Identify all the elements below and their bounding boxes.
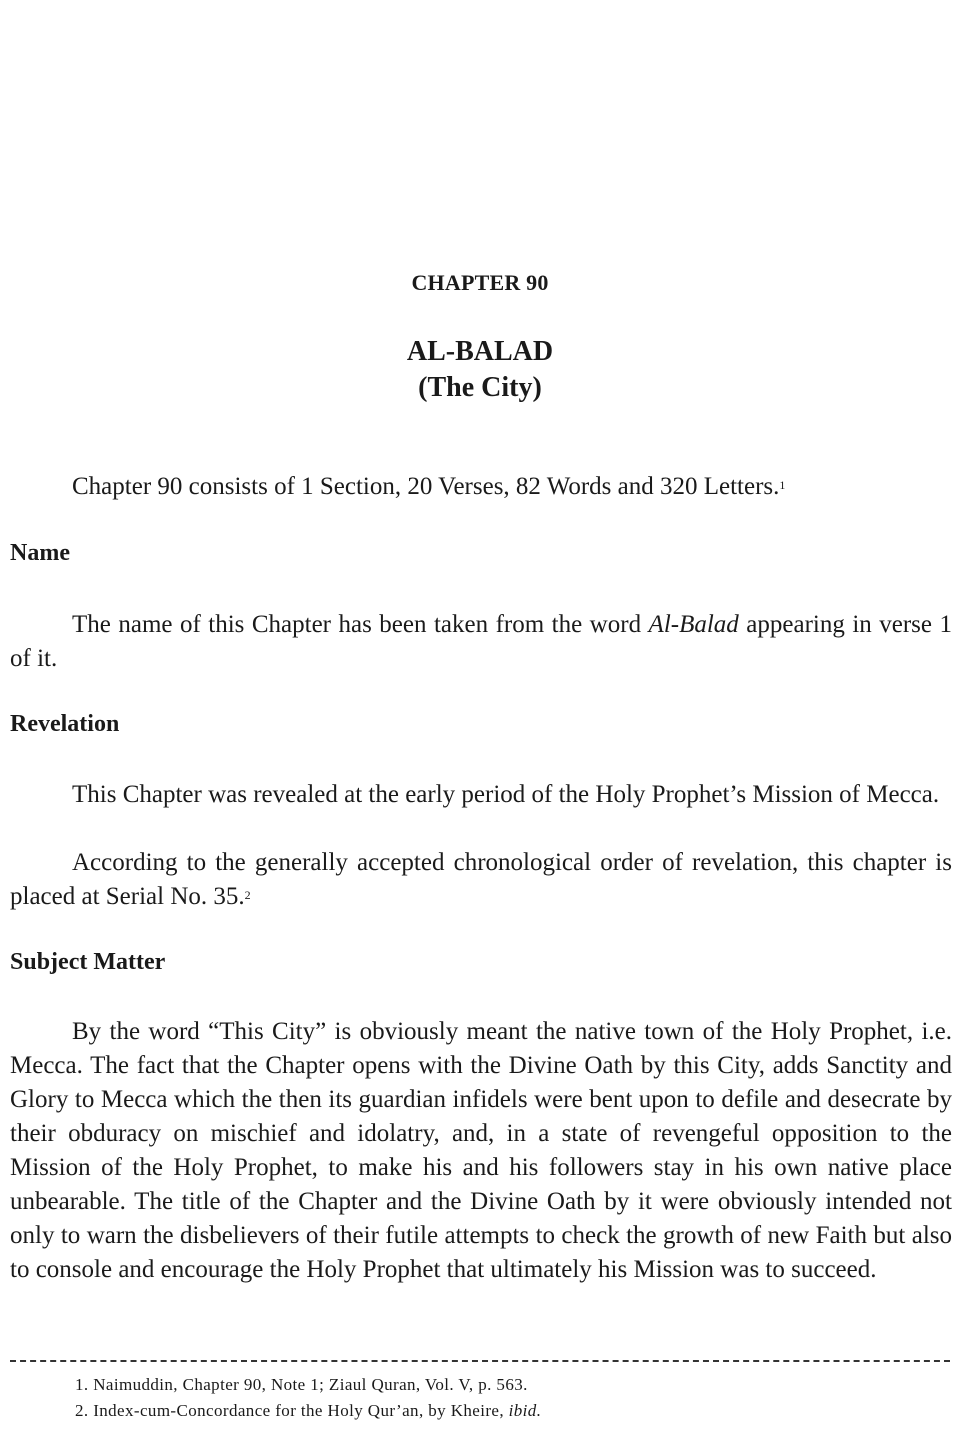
intro-text: Chapter 90 consists of 1 Section, 20 Verses, 82 Words and 320 Letters. [72,473,780,500]
chapter-label: CHAPTER 90 [411,270,549,295]
footnote-2-italic: ibid. [508,1401,542,1420]
footnote-ref-2: 2 [244,888,251,902]
footnote-2-text: 2. Index-cum-Concordance for the Holy Qur’an, by Kheire, [75,1401,509,1420]
chapter-subtitle: (The City) [418,372,542,403]
revelation-text-2: According to the generally accepted chronological order of revelation, this chapter is placed at Serial No. 35. [10,849,952,910]
subject-matter-paragraph: By the word “This City” is obviously meant the native town of the Holy Prophet, i.e. Mecca. The fact that the Chapter opens with the Divine Oath by this City, adds Sanctity and Glory to Mecca which the then its guardian infidels were bent upon to defile and desecrate by their obduracy on mischief and idolatry, and, in a state of revengeful opposition to the Mission of the Holy Prophet, to make his and his followers stay in his own native place unbearable. The title of the Chapter and the Divine Oath by it were obviously intended not only to warn the disbelievers of their futile attempts to check the growth of new Faith but also to console and encourage the Holy Prophet that ultimately his Mission was to succeed. [10,1018,952,1283]
subject-matter-heading: Subject Matter [10,949,166,975]
footnote-2 [75,1398,541,1424]
name-italic-word: Al-Balad [648,611,739,638]
name-paragraph [10,608,952,676]
footnote-1: 1. Naimuddin, Chapter 90, Note 1; Ziaul Quran, Vol. V, p. 563. [75,1375,528,1394]
footnote-divider [10,1360,950,1362]
intro-paragraph [10,470,952,504]
revelation-paragraph-1: This Chapter was revealed at the early period of the Holy Prophet’s Mission of Mecca. [72,781,940,808]
footnote-ref-1: 1 [779,478,786,492]
name-text-before: The name of this Chapter has been taken from the word [72,611,649,638]
name-heading: Name [10,540,70,566]
chapter-title: AL-BALAD [406,336,554,367]
revelation-paragraph-2 [10,846,952,914]
revelation-heading: Revelation [10,711,120,737]
name-text-after: appearing in verse 1 of it. [10,611,952,672]
chapter-title-block [0,334,960,406]
